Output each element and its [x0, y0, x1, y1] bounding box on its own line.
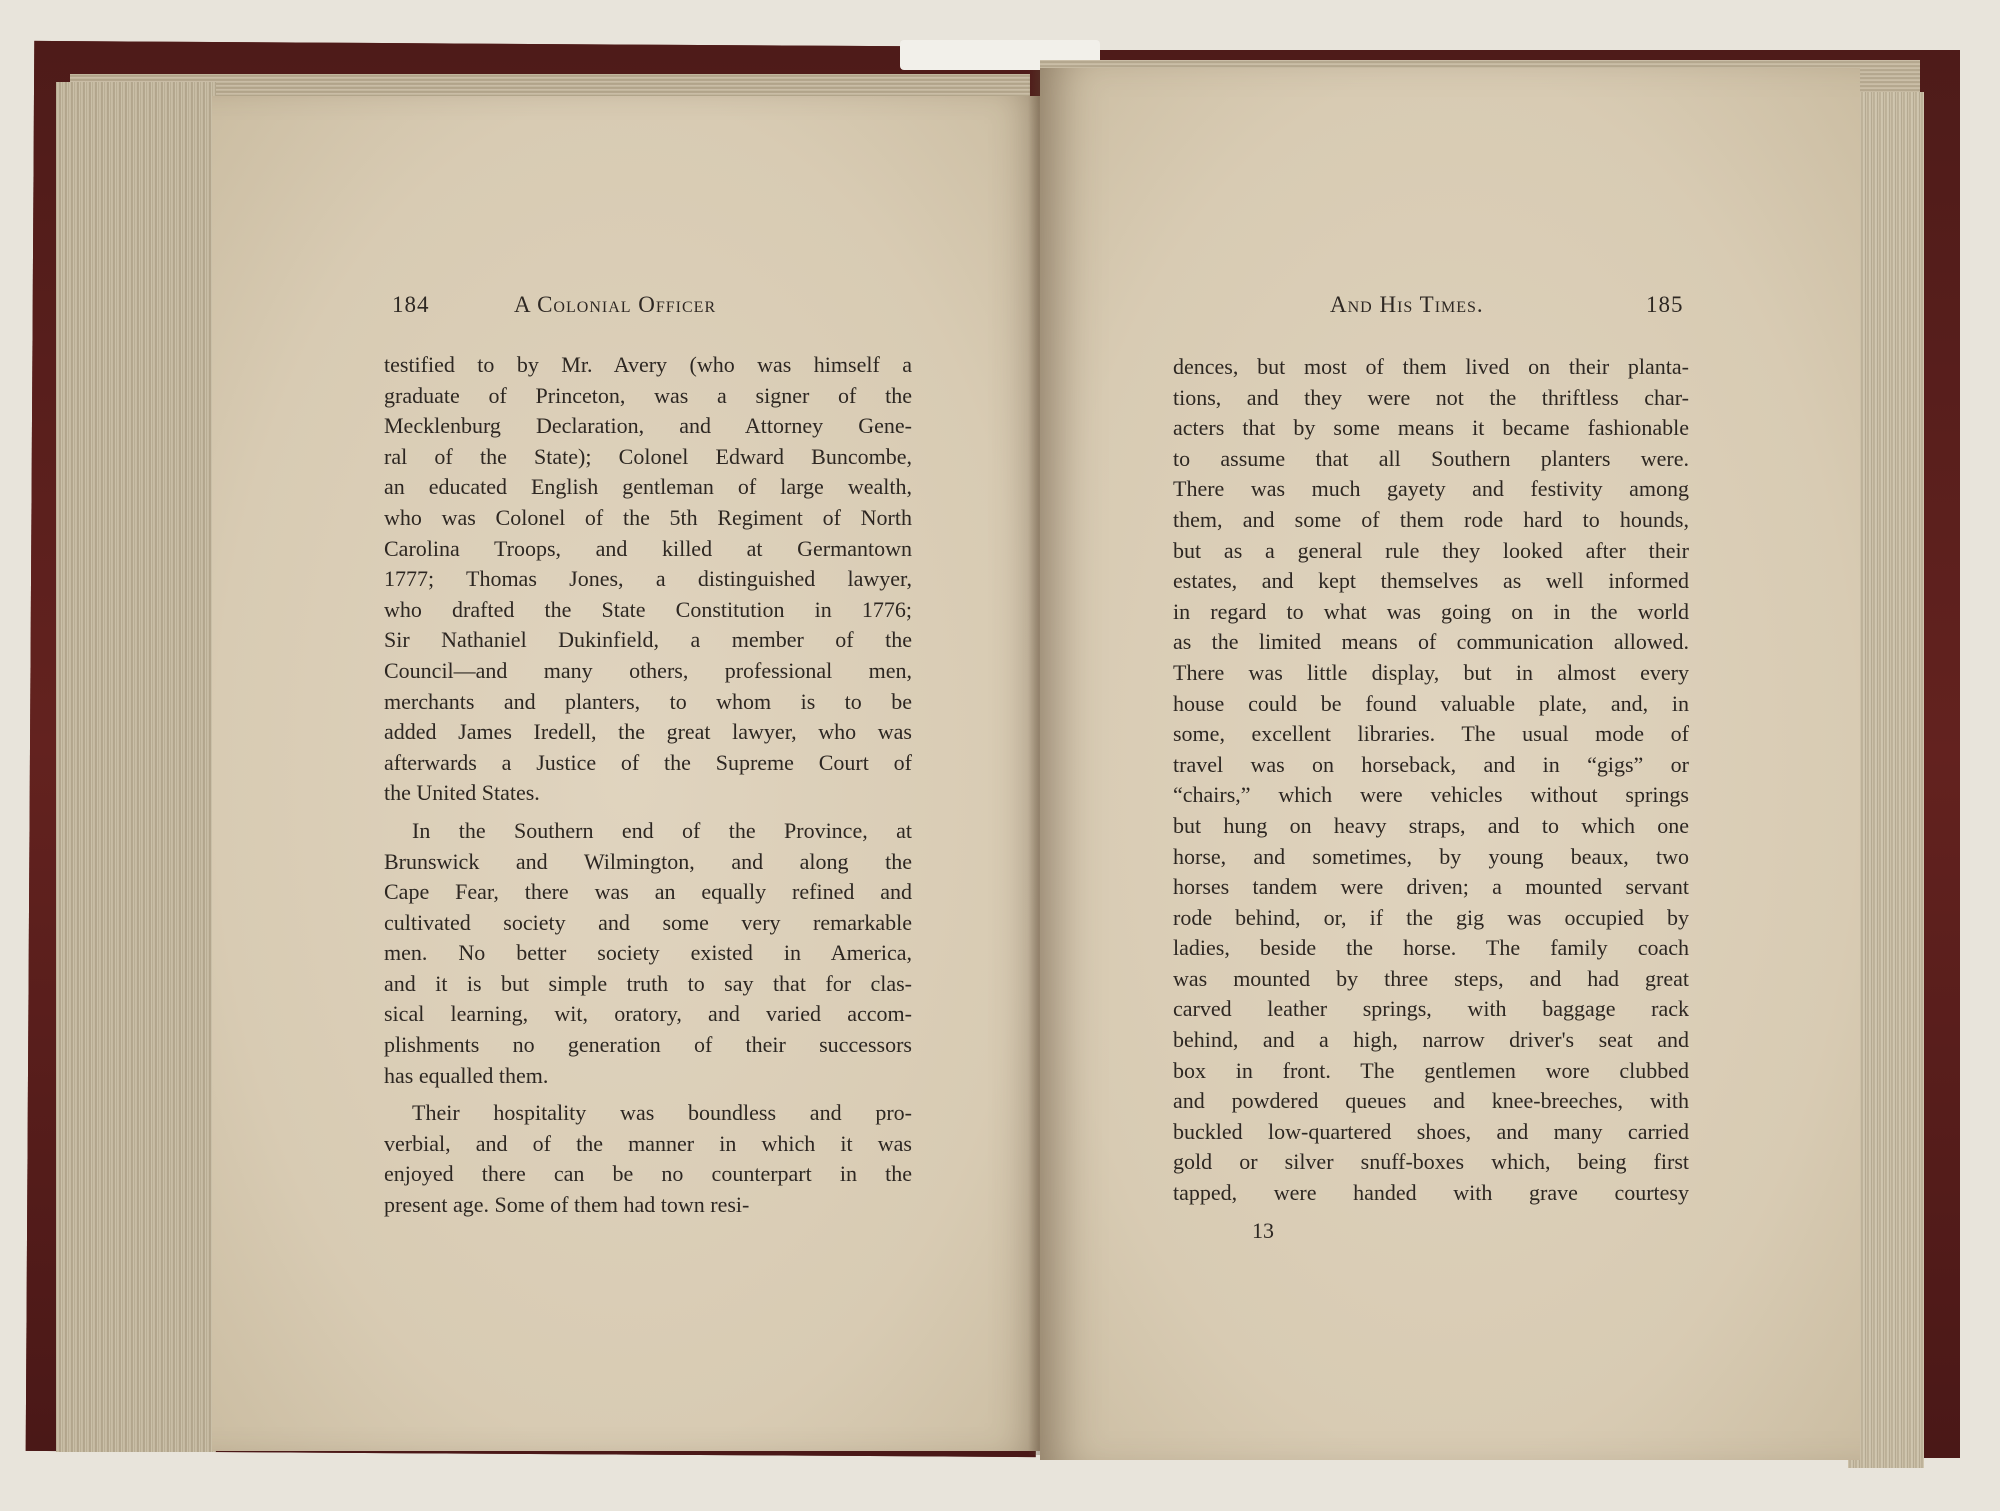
text-line: and powdered queues and knee-breeches, with: [1173, 1088, 1689, 1114]
text-line: Brunswick and Wilmington, and along the: [384, 848, 912, 874]
text-line: Council—and many others, professional men,: [384, 657, 912, 683]
text-line: tapped, were handed with grave courtesy: [1173, 1180, 1689, 1206]
left-page-text: [384, 350, 912, 1221]
text-line: to assume that all Southern planters were.: [1173, 445, 1689, 471]
left-page: [212, 96, 1042, 1451]
text-line: There was much gayety and festivity among: [1173, 476, 1689, 502]
text-line: added James Iredell, the great lawyer, who was: [384, 719, 912, 745]
text-line: who drafted the State Constitution in 1776;: [384, 596, 912, 622]
right-page: [1040, 68, 1860, 1460]
text-line: them, and some of them rode hard to hounds,: [1173, 506, 1689, 532]
text-line: men. No better society existed in America,: [384, 940, 912, 966]
text-line: estates, and kept themselves as well informed: [1173, 568, 1689, 594]
text-line: has equalled them.: [384, 1062, 549, 1088]
text-line: acters that by some means it became fashionable: [1173, 415, 1689, 441]
text-line: Cape Fear, there was an equally refined and: [384, 879, 912, 905]
text-line: In the Southern end of the Province, at: [412, 817, 912, 843]
text-line: horse, and sometimes, by young beaux, two: [1173, 843, 1689, 869]
paragraph-gap: [384, 1091, 912, 1098]
text-line: testified to by Mr. Avery (who was himself a: [384, 352, 912, 377]
text-line: and it is but simple truth to say that for clas-: [384, 970, 912, 996]
text-line: was mounted by three steps, and had great: [1173, 965, 1689, 991]
text-line: rode behind, or, if the gig was occupied by: [1173, 904, 1689, 930]
text-line: buckled low-quartered shoes, and many carried: [1173, 1118, 1689, 1144]
right-running-head: And His Times.: [1330, 292, 1484, 317]
text-line: but as a general rule they looked after their: [1173, 537, 1689, 563]
text-line: in regard to what was going on in the world: [1173, 598, 1689, 624]
text-line: There was little display, but in almost every: [1173, 659, 1689, 685]
text-line: Their hospitality was boundless and pro-: [412, 1100, 912, 1126]
text-line: some, excellent libraries. The usual mode of: [1173, 721, 1689, 747]
text-line: house could be found valuable plate, and, in: [1173, 690, 1689, 716]
left-page-number: 184: [392, 292, 430, 317]
text-line: enjoyed there can be no counterpart in the: [384, 1161, 912, 1187]
text-line: the United States.: [384, 780, 540, 806]
text-line: but hung on heavy straps, and to which one: [1173, 812, 1689, 838]
text-line: verbial, and of the manner in which it was: [384, 1130, 912, 1156]
page-edges-left: [56, 82, 216, 1452]
text-line: as the limited means of communication allowed.: [1173, 629, 1689, 655]
text-line: gold or silver snuff-boxes which, being first: [1173, 1149, 1689, 1175]
text-line: 1777; Thomas Jones, a distinguished lawyer,: [384, 566, 912, 592]
text-line: merchants and planters, to whom is to be: [384, 688, 912, 714]
text-line: present age. Some of them had town resi-: [384, 1192, 750, 1218]
text-line: graduate of Princeton, was a signer of the: [384, 382, 912, 408]
text-line: carved leather springs, with baggage rack: [1173, 996, 1689, 1022]
text-line: behind, and a high, narrow driver's seat and: [1173, 1027, 1689, 1053]
text-line: Sir Nathaniel Dukinfield, a member of the: [384, 627, 912, 653]
left-running-head: A Colonial Officer: [514, 292, 717, 317]
text-line: “chairs,” which were vehicles without springs: [1173, 782, 1689, 808]
text-line: Mecklenburg Declaration, and Attorney Gene-: [384, 413, 912, 439]
text-line: box in front. The gentlemen wore clubbed: [1173, 1057, 1689, 1083]
text-line: cultivated society and some very remarkable: [384, 909, 912, 935]
text-line: afterwards a Justice of the Supreme Court of: [384, 749, 912, 775]
paragraph-gap: [384, 809, 912, 816]
right-page-number: 185: [1646, 292, 1684, 317]
text-line: horses tandem were driven; a mounted servant: [1173, 874, 1689, 900]
text-line: ladies, beside the horse. The family coach: [1173, 935, 1689, 961]
text-line: sical learning, wit, oratory, and varied accom-: [384, 1001, 912, 1027]
text-line: Carolina Troops, and killed at Germantown: [384, 535, 912, 561]
right-page-text: [1173, 352, 1689, 1209]
text-line: tions, and they were not the thriftless char-: [1173, 384, 1689, 410]
text-line: who was Colonel of the 5th Regiment of North: [384, 504, 912, 530]
text-line: travel was on horseback, and in “gigs” or: [1173, 751, 1689, 777]
text-line: plishments no generation of their successors: [384, 1032, 912, 1058]
signature-mark: 13: [1252, 1218, 1274, 1243]
text-line: dences, but most of them lived on their planta-: [1173, 354, 1689, 379]
text-line: an educated English gentleman of large wealth,: [384, 474, 912, 500]
text-line: ral of the State); Colonel Edward Buncombe,: [384, 443, 912, 469]
